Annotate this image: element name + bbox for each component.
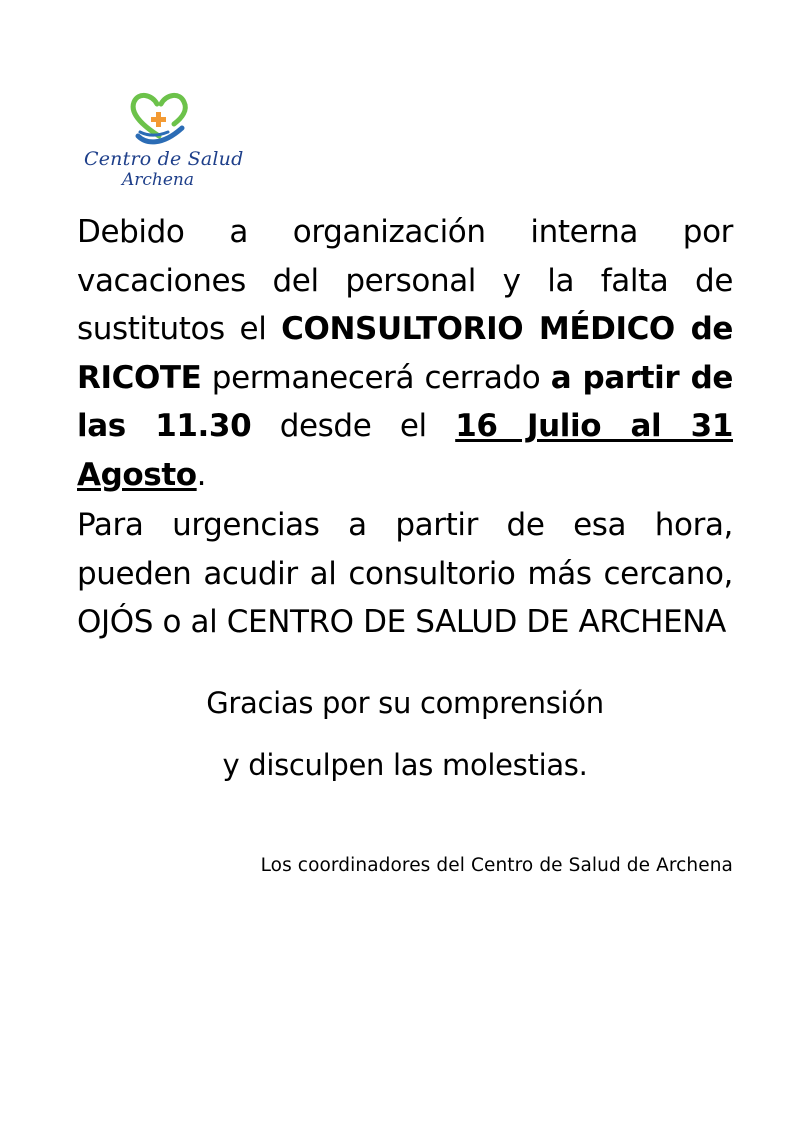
health-center-logo bbox=[78, 92, 248, 192]
urgent-care-paragraph: Para urgencias a partir de esa hora, pueden acudir al consultorio más cercano, OJÓS o al CENTRO DE SALUD DE ARCHENA bbox=[77, 507, 733, 640]
logo-text-line2: Archena bbox=[122, 170, 195, 190]
closure-text-from: desde el bbox=[251, 408, 456, 444]
heart-hand-icon bbox=[128, 92, 190, 150]
signature: Los coordinadores del Centro de Salud de Archena bbox=[260, 855, 733, 876]
closure-time: a partir de las 11.30 bbox=[77, 359, 733, 444]
logo-text-line1: Centro de Salud bbox=[84, 148, 244, 170]
thanks-block bbox=[0, 672, 800, 796]
closure-dates: 16 Julio al 31 Agosto bbox=[77, 408, 733, 493]
closure-paragraph bbox=[77, 208, 733, 499]
closure-text-reason: Debido a organización interna por vacaciones del personal y la falta de sustitutos el bbox=[77, 214, 733, 347]
closure-text-status: permanecerá cerrado bbox=[201, 359, 551, 396]
notice-body bbox=[77, 208, 733, 647]
apology-line: y disculpen las molestias. bbox=[222, 748, 588, 782]
clinic-name: CONSULTORIO MÉDICO de RICOTE bbox=[77, 311, 733, 396]
closure-text-end: . bbox=[196, 456, 207, 493]
thanks-line: Gracias por su comprensión bbox=[206, 686, 604, 720]
